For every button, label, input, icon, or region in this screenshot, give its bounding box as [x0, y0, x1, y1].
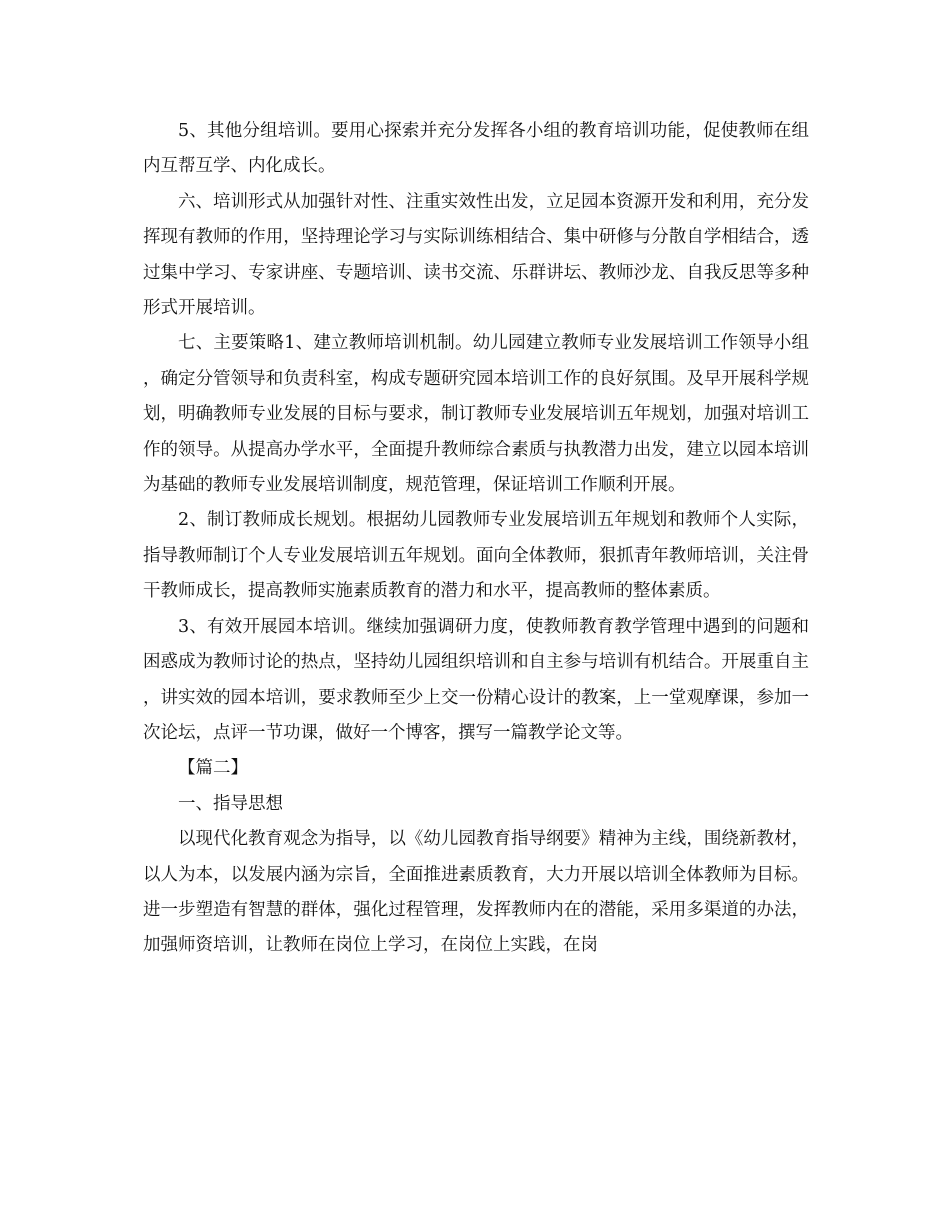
- paragraph-main-strategy: 七、主要策略1、建立教师培训机制。幼儿园建立教师专业发展培训工作领导小组，确定分管领导和负责科室，构成专题研究园本培训工作的良好氛围。及早开展科学规划，明确教师专业发展的目标与要求，制订教师专业发展培训五年规划，加强对培训工作的领导。从提高办学水平，全面提升教师综合素质与执教潜力出发，建立以园本培训为基础的教师专业发展培训制度，规范管理，保证培训工作顺利开展。: [143, 333, 809, 496]
- paragraph-training-forms: 六、培训形式从加强针对性、注重实效性出发，立足园本资源开发和利用，充分发挥现有教师的作用，坚持理论学习与实际训练相结合、集中研修与分散自学相结合，透过集中学习、专家讲座、专题培训、读书交流、乐群讲坛、教师沙龙、自我反思等多种形式开展培训。: [143, 191, 809, 319]
- paragraph-growth-plan: 2、制订教师成长规划。根据幼儿园教师专业发展培训五年规划和教师个人实际，指导教师制订个人专业发展培训五年规划。面向全体教师，狠抓青年教师培训，关注骨干教师成长，提高教师实施素质教育的潜力和水平，提高教师的整体素质。: [143, 510, 809, 602]
- paragraph-group-training: 5、其他分组培训。要用心探索并充分发挥各小组的教育培训功能，促使教师在组内互帮互学、内化成长。: [143, 121, 809, 177]
- paragraph-guiding-ideology: 以现代化教育观念为指导，以《幼儿园教育指导纲要》精神为主线，围绕新教材，以人为本，以发展内涵为宗旨，全面推进素质教育，大力开展以培训全体教师为目标。进一步塑造有智慧的群体，强化过程管理，发挥教师内在的潜能，采用多渠道的办法，加强师资培训，让教师在岗位上学习，在岗位上实践，在岗: [143, 829, 809, 956]
- paragraph-school-training: 3、有效开展园本培训。继续加强调研力度，使教师教育教学管理中遇到的问题和困惑成为教师讨论的热点，坚持幼儿园组织培训和自主参与培训有机结合。开展重自主，讲实效的园本培训，要求教师至少上交一份精心设计的教案，上一堂观摩课，参加一次论坛，点评一节功课，做好一个博客，撰写一篇教学论文等。: [143, 616, 809, 743]
- document-body: [143, 114, 809, 964]
- section-heading-guiding-ideology: 一、指导思想: [178, 793, 283, 814]
- section-heading-part-two: 【篇二】: [178, 758, 248, 779]
